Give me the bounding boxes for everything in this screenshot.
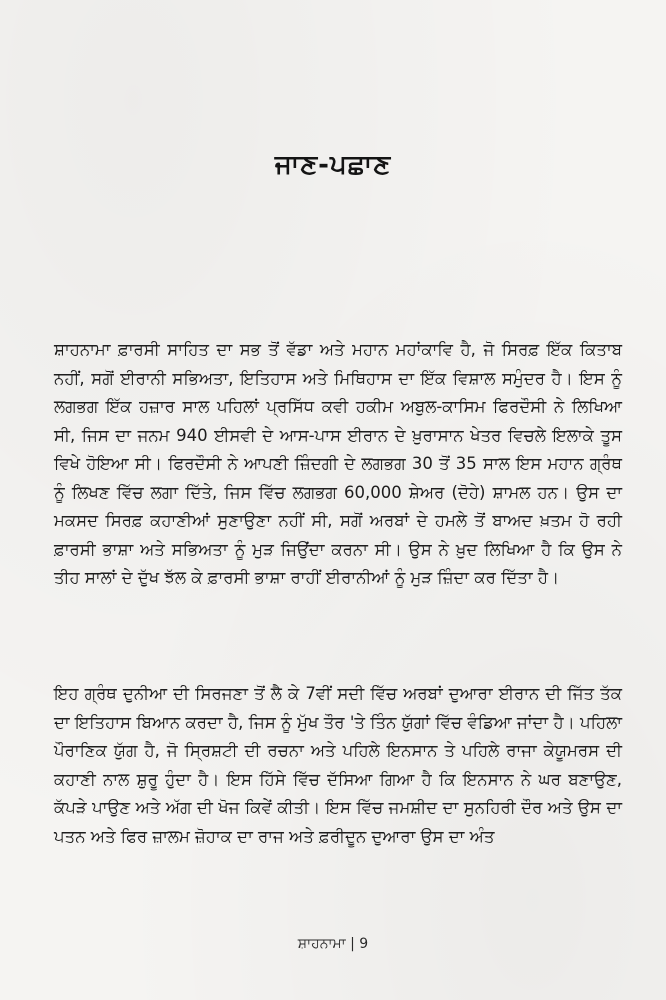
page-title: ਜਾਣ-ਪਛਾਣ — [274, 150, 392, 180]
paragraph-2: ਇਹ ਗ੍ਰੰਥ ਦੁਨੀਆ ਦੀ ਸਿਰਜਣਾ ਤੋਂ ਲੈ ਕੇ 7ਵੀਂ ਸਦੀ ਵਿੱਚ ਅਰਬਾਂ ਦੁਆਰਾ ਈਰਾਨ ਦੀ ਜਿੱਤ ਤੱਕ ਦਾ ਇਤਿਹਾਸ ਬਿਆਨ ਕਰਦਾ ਹੈ, ਜਿਸ ਨੂੰ ਮੁੱਖ ਤੌਰ 'ਤੇ ਤਿੰਨ ਯੁੱਗਾਂ ਵਿੱਚ ਵੰਡਿਆ ਜਾਂਦਾ ਹੈ। ਪਹਿਲਾ ਪੌਰਾਣਿਕ ਯੁੱਗ ਹੈ, ਜੋ ਸ੍ਰਿਸ਼ਟੀ ਦੀ ਰਚਨਾ ਅਤੇ ਪਹਿਲੇ ਇਨਸਾਨ ਤੇ ਪਹਿਲੇ ਰਾਜਾ ਕੇਯੂਮਰਸ ਦੀ ਕਹਾਣੀ ਨਾਲ ਸ਼ੁਰੂ ਹੁੰਦਾ ਹੈ। ਇਸ ਹਿੱਸੇ ਵਿੱਚ ਦੱਸਿਆ ਗਿਆ ਹੈ ਕਿ ਇਨਸਾਨ ਨੇ ਘਰ ਬਣਾਉਣ, ਕੱਪੜੇ ਪਾਉਣ ਅਤੇ ਅੱਗ ਦੀ ਖੋਜ ਕਿਵੇਂ ਕੀਤੀ। ਇਸ ਵਿੱਚ ਜਮਸ਼ੀਦ ਦਾ ਸੁਨਹਿਰੀ ਦੌਰ ਅਤੇ ਉਸ ਦਾ ਪਤਨ ਅਤੇ ਫਿਰ ਜ਼ਾਲਮ ਜ਼ੋਹਾਕ ਦਾ ਰਾਜ ਅਤੇ ਫ਼ਰੀਦੂਨ ਦੁਆਰਾ ਉਸ ਦਾ ਅੰਤ — [54, 684, 622, 846]
page-footer: ਸ਼ਾਹਨਾਮਾ | 9 — [297, 936, 369, 952]
paragraph-1: ਸ਼ਾਹਨਾਮਾ ਫ਼ਾਰਸੀ ਸਾਹਿਤ ਦਾ ਸਭ ਤੋਂ ਵੱਡਾ ਅਤੇ ਮਹਾਨ ਮਹਾਂਕਾਵਿ ਹੈ, ਜੋ ਸਿਰਫ਼ ਇੱਕ ਕਿਤਾਬ ਨਹੀਂ, ਸਗੋਂ ਈਰਾਨੀ ਸਭਿਅਤਾ, ਇਤਿਹਾਸ ਅਤੇ ਮਿਥਿਹਾਸ ਦਾ ਇੱਕ ਵਿਸ਼ਾਲ ਸਮੁੰਦਰ ਹੈ। ਇਸ ਨੂੰ ਲਗਭਗ ਇੱਕ ਹਜ਼ਾਰ ਸਾਲ ਪਹਿਲਾਂ ਪ੍ਰਸਿੱਧ ਕਵੀ ਹਕੀਮ ਅਬੁਲ-ਕਾਸਿਮ ਫਿਰਦੌਸੀ ਨੇ ਲਿਖਿਆ ਸੀ, ਜਿਸ ਦਾ ਜਨਮ 940 ਈਸਵੀ ਦੇ ਆਸ-ਪਾਸ ਈਰਾਨ ਦੇ ਖ਼ੁਰਾਸਾਨ ਖੇਤਰ ਵਿਚਲੇ ਇਲਾਕੇ ਤੂਸ ਵਿਖੇ ਹੋਇਆ ਸੀ। ਫਿਰਦੌਸੀ ਨੇ ਆਪਣੀ ਜ਼ਿੰਦਗੀ ਦੇ ਲਗਭਗ 30 ਤੋਂ 35 ਸਾਲ ਇਸ ਮਹਾਨ ਗ੍ਰੰਥ ਨੂੰ ਲਿਖਣ ਵਿੱਚ ਲਗਾ ਦਿੱਤੇ, ਜਿਸ ਵਿੱਚ ਲਗਭਗ 60,000 ਸ਼ੇਅਰ (ਦੋਹੇ) ਸ਼ਾਮਲ ਹਨ। ਉਸ ਦਾ ਮਕਸਦ ਸਿਰਫ਼ ਕਹਾਣੀਆਂ ਸੁਣਾਉਣਾ ਨਹੀਂ ਸੀ, ਸਗੋਂ ਅਰਬਾਂ ਦੇ ਹਮਲੇ ਤੋਂ ਬਾਅਦ ਖ਼ਤਮ ਹੋ ਰਹੀ ਫ਼ਾਰਸੀ ਭਾਸ਼ਾ ਅਤੇ ਸਭਿਅਤਾ ਨੂੰ ਮੁੜ ਜਿਉਂਦਾ ਕਰਨਾ ਸੀ। ਉਸ ਨੇ ਖ਼ੁਦ ਲਿਖਿਆ ਹੈ ਕਿ ਉਸ ਨੇ ਤੀਹ ਸਾਲਾਂ ਦੇ ਦੁੱਖ ਝੱਲ ਕੇ ਫ਼ਾਰਸੀ ਭਾਸ਼ਾ ਰਾਹੀਂ ਈਰਾਨੀਆਂ ਨੂੰ ਮੁੜ ਜ਼ਿੰਦਾ ਕਰ ਦਿੱਤਾ ਹੈ। — [54, 340, 622, 587]
